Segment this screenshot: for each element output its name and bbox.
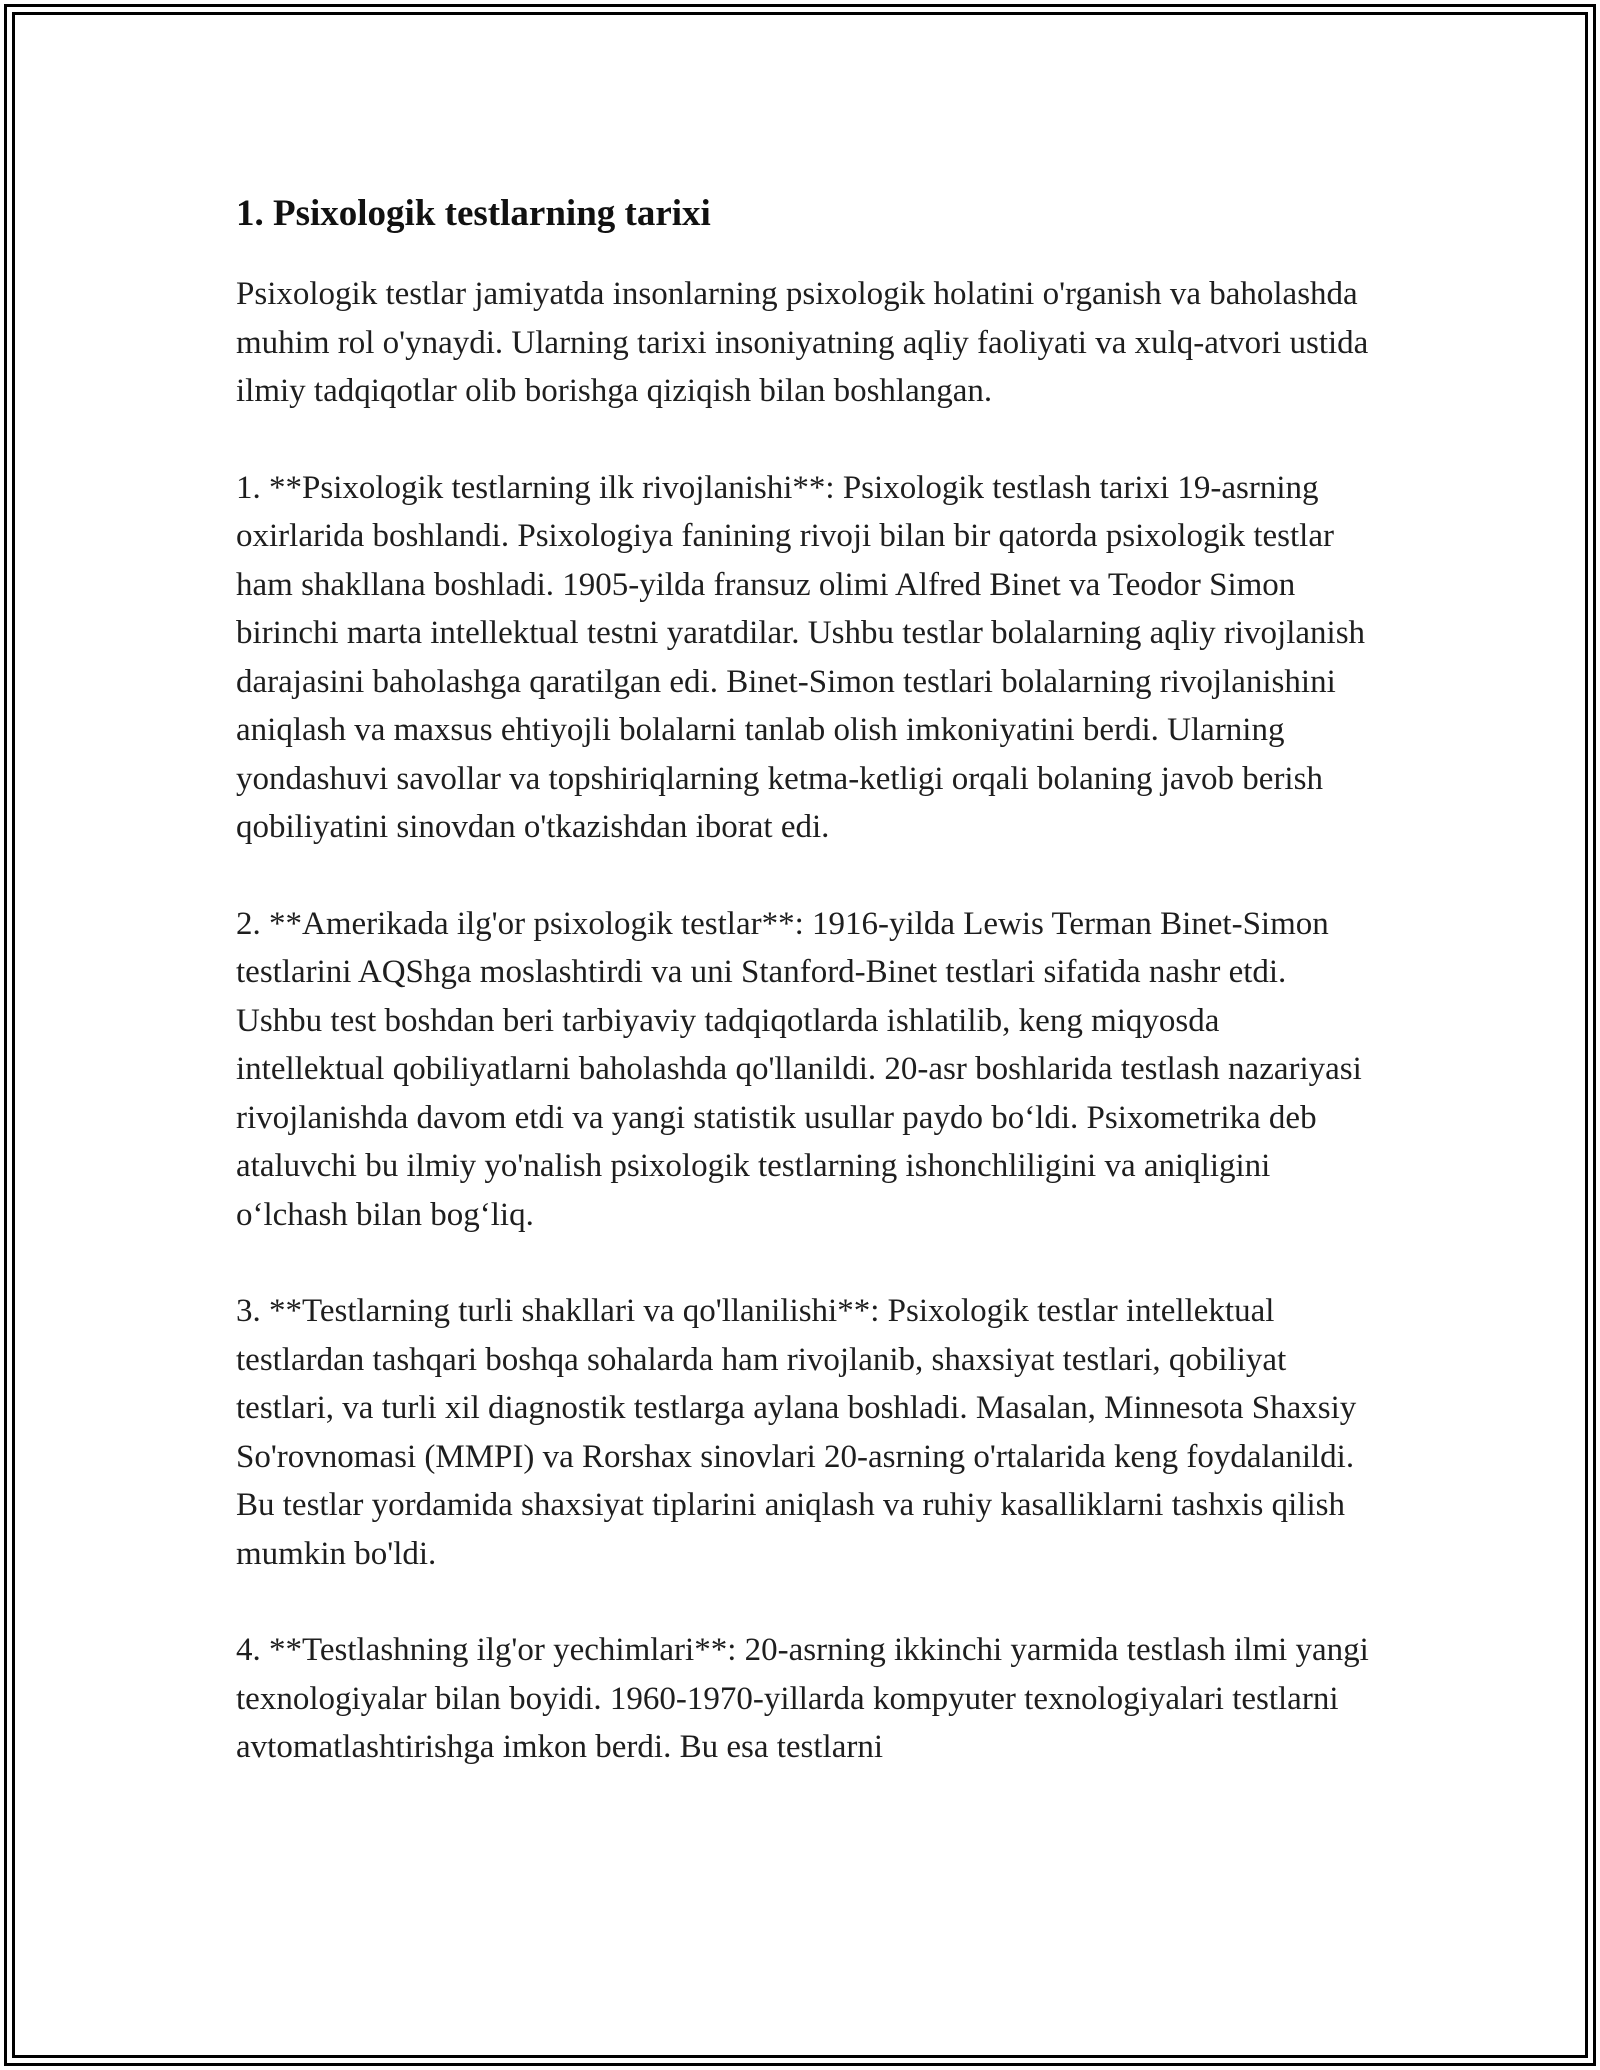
paragraph-advanced-solutions: 4. **Testlashning ilg'or yechimlari**: 20-asrning ikkinchi yarmida testlash ilmi yangi texnologiyalar bilan boyidi. 1960-1970-yillarda kompyuter texnologiyalari testlarni avtomatlashtirishga imkon berdi. Bu esa testlarni (236, 1632, 1369, 1765)
paragraph-test-types: 3. **Testlarning turli shakllari va qo'llanilishi**: Psixologik testlar intellektual testlardan tashqari boshqa sohalarda ham rivojlanib, shaxsiyat testlari, qobiliyat testlari, va turli xil diagnostik testlarga aylana boshladi. Masalan, Minnesota Shaxsiy So'rovnomasi (MMPI) va Rorshax sinovlari 20-asrning o'rtalarida keng foydalanildi. Bu testlar yordamida shaxsiyat tiplarini aniqlash va ruhiy kasalliklarni tashxis qilish mumkin bo'ldi. (236, 1293, 1357, 1572)
paragraph-early-development: 1. **Psixologik testlarning ilk rivojlanishi**: Psixologik testlash tarixi 19-asrning oxirlarida boshlandi. Psixologiya fanining rivoji bilan bir qatorda psixologik testlar ham shakllana boshladi. 1905-yilda fransuz olimi Alfred Binet va Teodor Simon birinchi marta intellektual testni yaratdilar. Ushbu testlar bolalarning aqliy rivojlanish darajasini baholashga qaratilgan edi. Binet-Simon testlari bolalarning rivojlanishini aniqlash va maxsus ehtiyojli bolalarni tanlab olish imkoniyatini berdi. Ularning yondashuvi savollar va topshiriqlarning ketma-ketligi orqali bolaning javob berish qobiliyatini sinovdan o'tkazishdan iborat edi. (236, 469, 1366, 845)
paragraph-american-tests: 2. **Amerikada ilg'or psixologik testlar**: 1916-yilda Lewis Terman Binet-Simon testlarini AQShga moslashtirdi va uni Stanford-Binet testlari sifatida nashr etdi. Ushbu test boshdan beri tarbiyaviy tadqiqotlarda ishlatilib, keng miqyosda intellektual qobiliyatlarni baholashda qo'llanildi. 20-asr boshlarida testlash nazariyasi rivojlanishda davom etdi va yangi statistik usullar paydo bo‘ldi. Psixometrika deb ataluvchi bu ilmiy yo'nalish psixologik testlarning ishonchliligini va aniqligini o‘lchash bilan bog‘liq. (236, 905, 1362, 1233)
section-heading: 1. Psixologik testlarning tarixi (236, 193, 711, 234)
document-body (236, 186, 1376, 1820)
intro-paragraph: Psixologik testlar jamiyatda insonlarning psixologik holatini o'rganish va baholashda muhim rol o'ynaydi. Ularning tarixi insoniyatning aqliy faoliyati va xulq-atvori ustida ilmiy tadqiqotlar olib borishga qiziqish bilan boshlangan. (236, 276, 1369, 409)
